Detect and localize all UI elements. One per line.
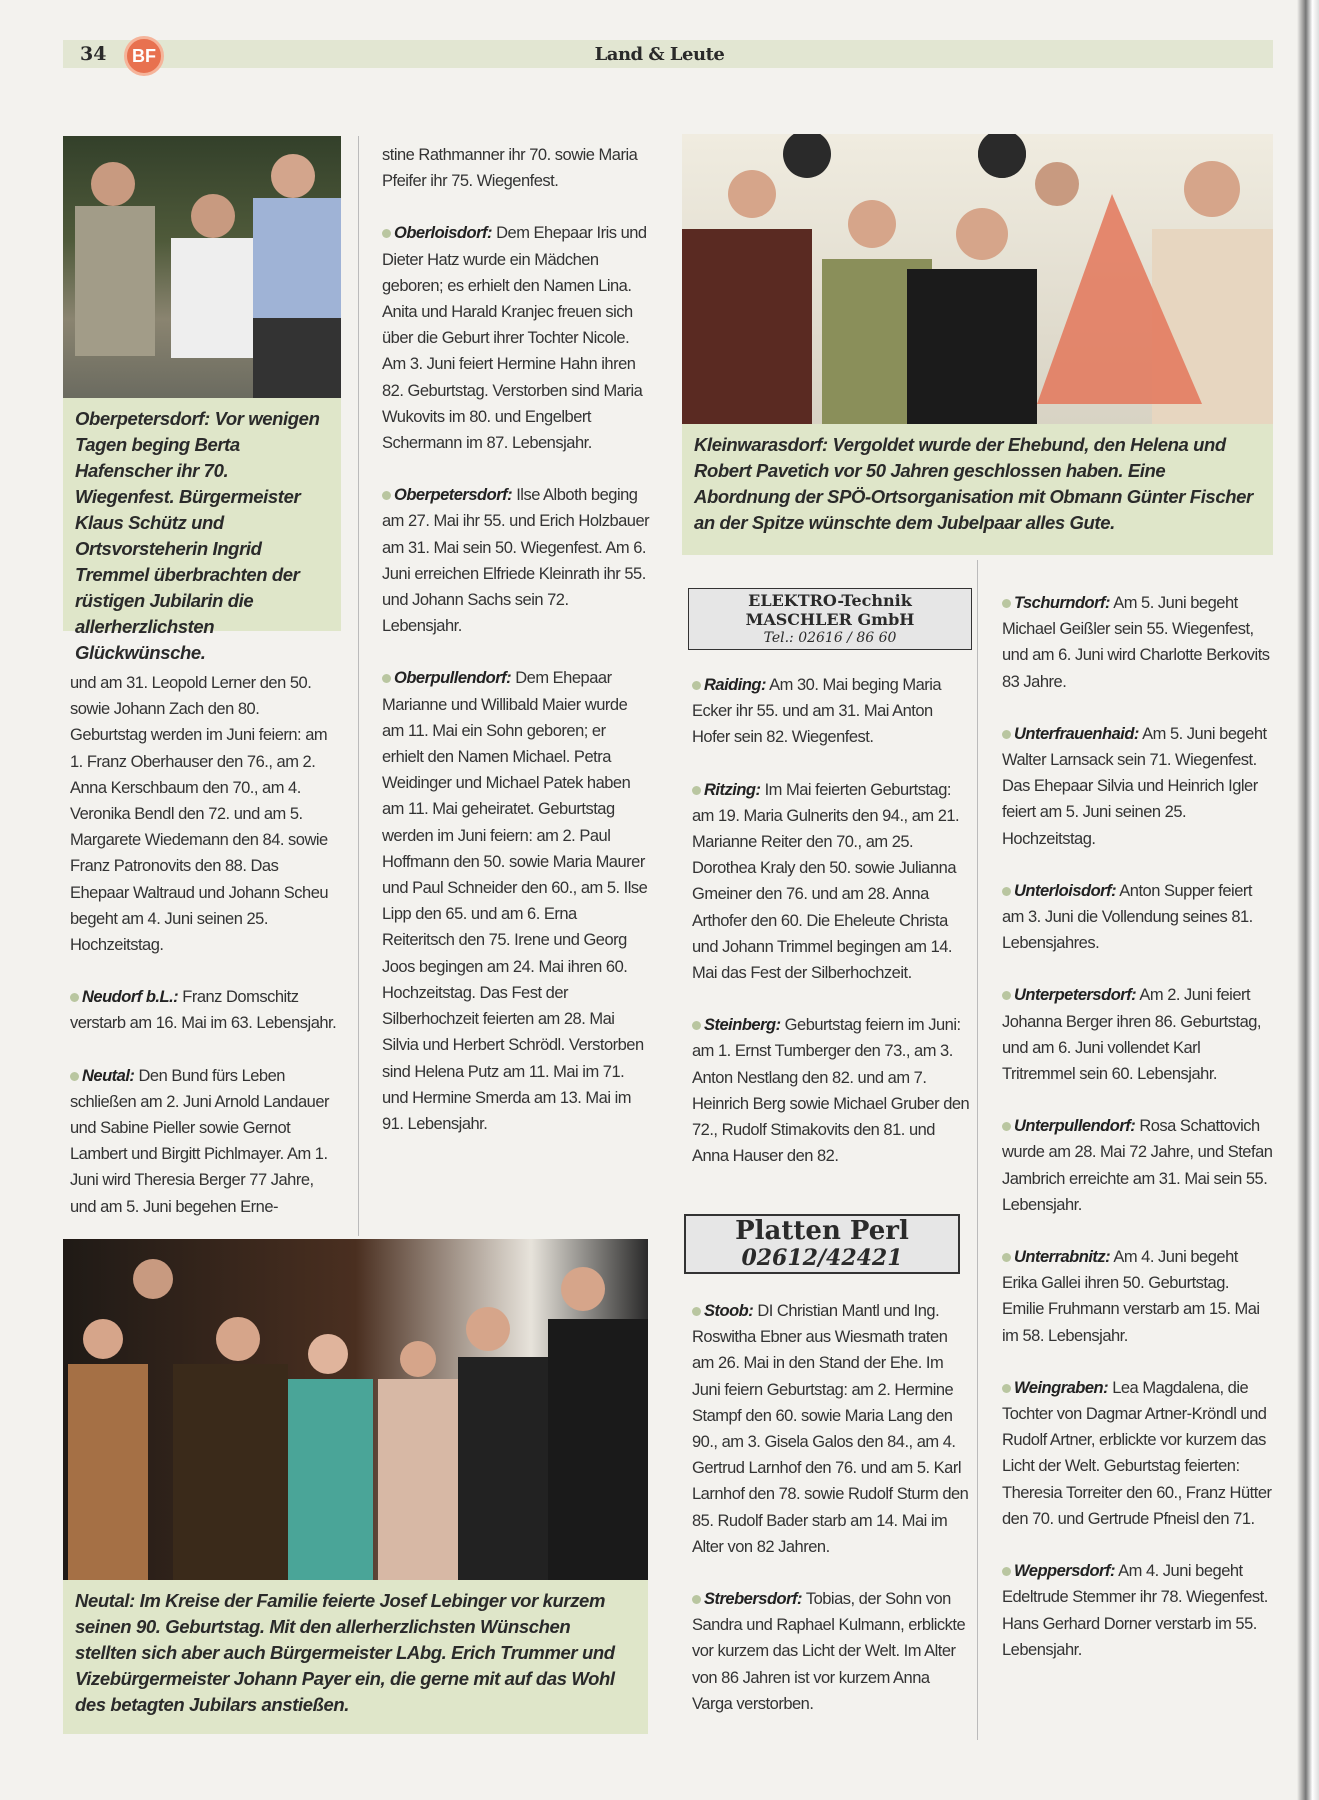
column-rule <box>977 560 978 1740</box>
bullet-icon <box>1002 1253 1011 1262</box>
column-2 <box>382 142 650 1163</box>
bullet-icon <box>1002 1567 1011 1576</box>
news-item: Raiding: Am 30. Mai beging Maria Ecker ihr 55. und am 31. Mai Anton Hofer sein 82. Wiegenfest. <box>692 676 942 747</box>
news-item: Unterpetersdorf: Am 2. Juni feiert Johanna Berger ihren 86. Geburtstag, und am 6. Juni vollendet Karl Tritremmel sein 60. Lebensjahr. <box>1002 986 1262 1084</box>
ad-elektro-maschler <box>688 588 972 650</box>
bullet-icon <box>1002 1122 1011 1131</box>
column-rule <box>358 136 359 1236</box>
news-item: Ritzing: Im Mai feierten Geburtstag: am 19. Maria Gulnerits den 94., am 21. Marianne Reiter den 70., am 25. Dorothea Kraly den 50. sowie Julianna Gmeiner den 76. und am 28. Anna Arthofer den 60. Die Eheleute Christa und Johann Trimmel begingen am 14. Mai das Fest der Silberhochzeit. <box>692 780 960 983</box>
bullet-icon <box>1002 887 1011 896</box>
column-4 <box>1002 590 1274 1689</box>
column-3-top <box>692 672 972 1195</box>
photo-caption-kleinwarasdorf: Kleinwarasdorf: Vergoldet wurde der Ehebund, den Helena und Robert Pavetich vor 50 Jahren geschlossen haben. Eine Abordnung der SPÖ-Ortsorganisation mit Obmann Günter Fischer an der Spitze wünschte dem Jubelpaar alles Gute. <box>682 424 1273 555</box>
news-item: Oberpullendorf: Dem Ehepaar Marianne und Willibald Maier wurde am 11. Mai ein Sohn geboren; er erhielt den Namen Michael. Petra Weidinger und Michael Patek haben am 11. Mai geheiratet. Geburtstag werden im Juni feiern: am 2. Paul Hoffmann den 50. sowie Maria Maurer und Paul Schneider den 60., am 5. Ilse Lipp den 65. und am 6. Erna Reiteritsch den 75. Irene und Georg Joos begingen am 24. Mai ihren 60. Hochzeitstag. Das Fest der Silberhochzeit feierten am 28. Mai Silvia und Herbert Schrödl. Verstorben sind Helena Putz am 11. Mai im 71. und Hermine Smerda am 13. Mai im 91. Lebensjahr. <box>382 669 648 1133</box>
news-item: Neudorf b.L.: Franz Domschitz verstarb am 16. Mai im 63. Lebensjahr. <box>70 988 337 1033</box>
ad-line: MASCHLER GmbH <box>745 610 915 629</box>
news-item: stine Rathmanner ihr 70. sowie Maria Pfeifer ihr 75. Wiegenfest. <box>382 146 638 191</box>
column-1 <box>70 670 338 1246</box>
news-item: Unterrabnitz: Am 4. Juni begeht Erika Gallei ihren 50. Geburtstag. Emilie Fruhmann verstarb am 15. Mai im 58. Lebensjahr. <box>1002 1248 1260 1345</box>
ad-line: Platten Perl <box>735 1216 909 1246</box>
news-item: und am 31. Leopold Lerner den 50. sowie Johann Zach den 80. Geburtstag werden im Juni feiern: am 1. Franz Oberhauser den 76., am 2. Anna Kerschbaum den 70., am 4. Veronika Bendl den 72. und am 5. Margarete Wiedemann den 84. sowie Franz Patronovits den 88. Das Ehepaar Waltraud und Johann Scheu begeht am 4. Juni seinen 25. Hochzeitstag. <box>70 674 329 955</box>
photo-kleinwarasdorf <box>682 134 1273 424</box>
news-item: Weingraben: Lea Magdalena, die Tochter von Dagmar Artner-Kröndl und Rudolf Artner, erblickte vor kurzem das Licht der Welt. Geburtstag feierten: Theresia Torreiter den 60., Franz Hütter den 70. und Gertrude Pfneisl den 71. <box>1002 1378 1272 1528</box>
news-item: Oberpetersdorf: Ilse Alboth beging am 27. Mai ihr 55. und Erich Holzbauer am 31. Mai sein 50. Wiegenfest. Am 6. Juni erreichen Elfriede Kleinrath ihr 55. und Johann Sachs sein 72. Lebensjahr. <box>382 486 650 636</box>
page-edge <box>1297 0 1319 1800</box>
bullet-icon <box>1002 599 1011 608</box>
photo-caption-oberpetersdorf: Oberpetersdorf: Vor wenigen Tagen beging Berta Hafenscher ihr 70. Wiegenfest. Bürgermeister Klaus Schütz und Ortsvorsteherin Ingrid Tremmel überbrachten der rüstigen Jubilarin die allerherzlichsten Glückwünsche. <box>63 398 341 631</box>
ad-phone: Tel.: 02616 / 86 60 <box>763 630 897 646</box>
bullet-icon <box>382 229 391 238</box>
page-number: 34 <box>80 43 107 65</box>
bullet-icon <box>70 1072 79 1081</box>
ad-platten-perl <box>684 1214 960 1274</box>
ad-line: ELEKTRO-Technik <box>748 591 912 610</box>
photo-caption-neutal: Neutal: Im Kreise der Familie feierte Josef Lebinger vor kurzem seinen 90. Geburtstag. Mit den allerherzlichsten Wünschen stellten sich aber auch Bürgermeister LAbg. Erich Trummer und Vizebürgermeister Johann Payer ein, die gerne mit auf das Wohl des betagten Jubilars anstießen. <box>63 1580 648 1734</box>
news-item: Tschurndorf: Am 5. Juni begeht Michael Geißler sein 55. Wiegenfest, und am 6. Juni wird Charlotte Berkovits 83 Jahre. <box>1002 594 1270 691</box>
bullet-icon <box>692 1307 701 1316</box>
photo-neutal <box>63 1239 648 1580</box>
news-item: Unterfrauenhaid: Am 5. Juni begeht Walter Larnsack sein 71. Wiegenfest. Das Ehepaar Silvia und Heinrich Igler feiert am 5. Juni seinen 25. Hochzeitstag. <box>1002 724 1267 848</box>
news-item: Neutal: Den Bund fürs Leben schließen am 2. Juni Arnold Landauer und Sabine Pieller sowie Gernot Lambert und Birgitt Pichlmayer. Am 1. Juni wird Theresia Berger 77 Jahre, und am 5. Juni begehen Erne- <box>70 1066 330 1216</box>
bf-logo: BF <box>124 36 164 76</box>
photo-oberpetersdorf <box>63 136 341 398</box>
column-3-bottom <box>692 1298 972 1743</box>
news-item: Weppersdorf: Am 4. Juni begeht Edeltrude Stemmer ihr 78. Wiegenfest. Hans Gerhard Dorner verstarb im 55. Lebensjahr. <box>1002 1562 1268 1659</box>
bullet-icon <box>692 681 701 690</box>
bullet-icon <box>1002 991 1011 1000</box>
bullet-icon <box>692 1595 701 1604</box>
news-item: Stoob: DI Christian Mantl und Ing. Roswitha Ebner aus Wiesmath traten am 26. Mai in den Stand der Ehe. Im Juni feiern Geburtstag: am 2. Hermine Stampf den 60. sowie Maria Lang den 90., am 3. Gisela Galos den 84., am 4. Gertrud Larnhof den 76. und am 5. Karl Larnhof den 78. sowie Rudolf Sturm den 85. Rudolf Bader starb am 14. Mai im Alter von 82 Jahren. <box>692 1302 969 1556</box>
bullet-icon <box>1002 730 1011 739</box>
bullet-icon <box>692 786 701 795</box>
news-item: Strebersdorf: Tobias, der Sohn von Sandra und Raphael Kulmann, erblickte vor kurzem das Licht der Welt. Im Alter von 86 Jahren ist vor kurzem Anna Varga verstorben. <box>692 1590 966 1713</box>
section-title: Land & Leute <box>594 44 725 65</box>
news-item: Oberloisdorf: Dem Ehepaar Iris und Dieter Hatz wurde ein Mädchen geboren; es erhielt den Namen Lina. Anita und Harald Kranjec freuen sich über die Geburt ihrer Tochter Nicole. Am 3. Juni feiert Hermine Hahn ihren 82. Geburtstag. Verstorben sind Maria Wukovits im 80. und Engelbert Schermann im 87. Lebensjahr. <box>382 224 647 453</box>
bullet-icon <box>382 491 391 500</box>
news-item: Unterloisdorf: Anton Supper feiert am 3. Juni die Vollendung seines 81. Lebensjahres. <box>1002 881 1253 953</box>
bullet-icon <box>70 993 79 1002</box>
bullet-icon <box>382 674 391 683</box>
bullet-icon <box>692 1021 701 1030</box>
news-item: Unterpullendorf: Rosa Schattovich wurde am 28. Mai 72 Jahre, und Stefan Jambrich erreichte am 31. Mai sein 55. Lebensjahr. <box>1002 1117 1273 1214</box>
news-item: Steinberg: Geburtstag feiern im Juni: am 1. Ernst Tumberger den 73., am 3. Anton Nestlang den 82. und am 7. Heinrich Berg sowie Michael Gruber den 72., Rudolf Stimakovits den 81. und Anna Hauser den 82. <box>692 1016 970 1166</box>
bullet-icon <box>1002 1384 1011 1393</box>
ad-phone: 02612/42421 <box>741 1245 903 1271</box>
